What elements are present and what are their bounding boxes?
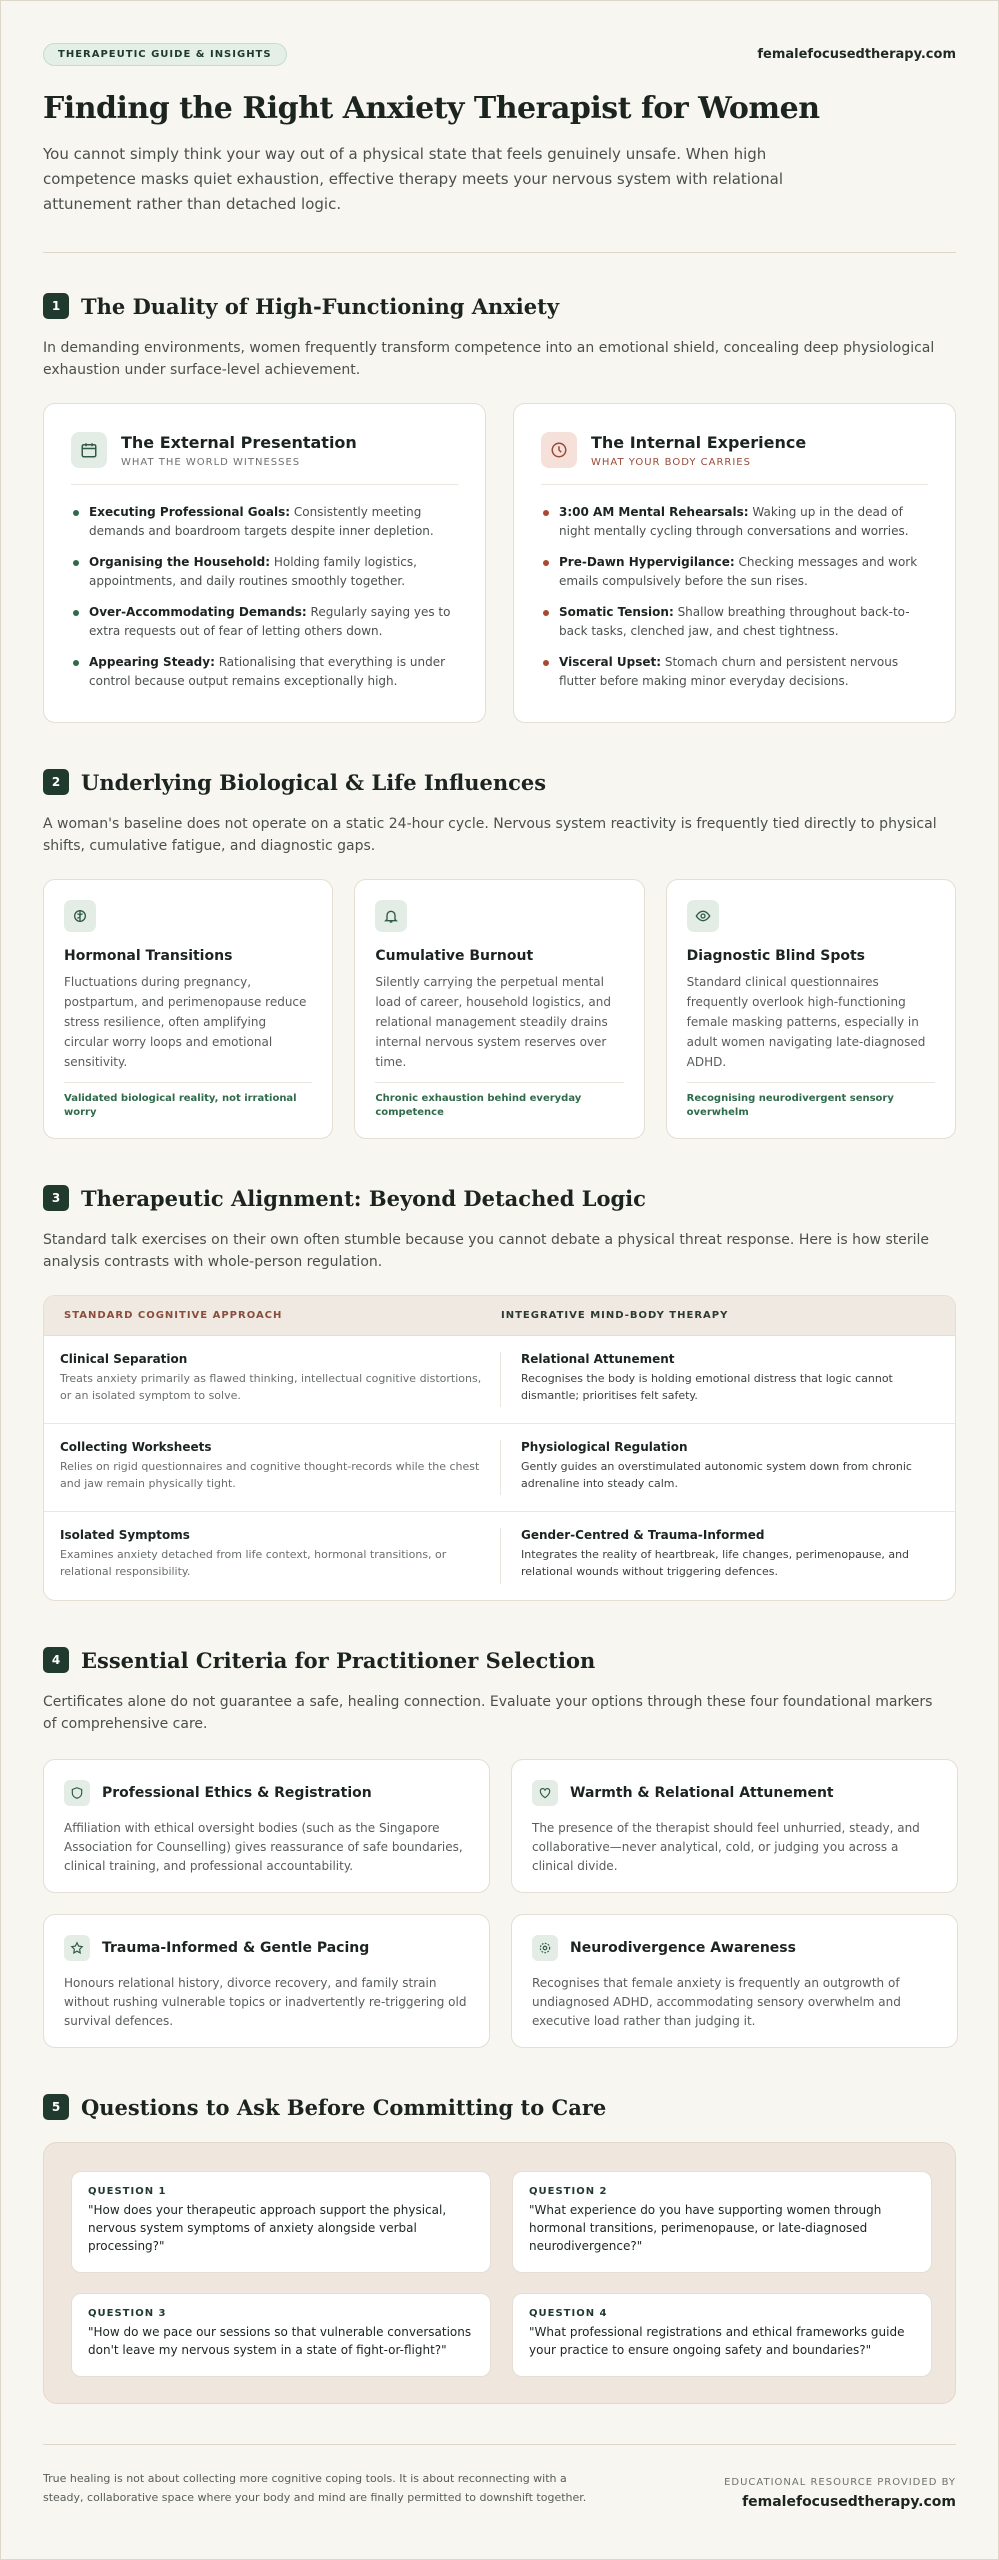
section-2-heading xyxy=(43,769,956,795)
section-number: 1 xyxy=(43,293,69,319)
guide-badge: THERAPEUTIC GUIDE & INSIGHTS xyxy=(43,43,287,66)
card-body: Standard clinical questionnaires frequently overlook high-functioning female masking patterns, especially in adult women navigating late-diagnosed ADHD. xyxy=(686,975,926,1069)
footer-divider xyxy=(43,2444,956,2445)
divider xyxy=(43,252,956,253)
influence-card xyxy=(43,879,333,1139)
cell-body: Integrates the reality of heartbreak, life changes, perimenopause, and relational wounds without triggering defences. xyxy=(521,1548,910,1578)
table-row xyxy=(44,1512,955,1600)
list-item: Organising the Household: Holding family logistics, appointments, and daily routines smoothly together. xyxy=(71,553,458,591)
footer-site-link[interactable]: femalefocusedtherapy.com xyxy=(742,2494,956,2510)
criteria-card xyxy=(511,1759,958,1893)
question-text: "What experience do you have supporting women through hormonal transitions, perimenopause, or late-diagnosed neurodivergence?" xyxy=(529,2203,882,2253)
cell-body: Gently guides an overstimulated autonomic system down from chronic adrenaline into steady calm. xyxy=(521,1460,912,1490)
comparison-table xyxy=(43,1295,956,1601)
table-header xyxy=(44,1296,955,1336)
question-card xyxy=(512,2293,932,2377)
star-icon xyxy=(64,1935,90,1961)
question-card xyxy=(71,2171,491,2273)
cell-title: Relational Attunement xyxy=(521,1352,675,1366)
card-title: The External Presentation xyxy=(121,432,357,452)
shield-icon xyxy=(64,1780,90,1806)
internal-experience-card xyxy=(513,403,956,723)
section-title: Underlying Biological & Life Influences xyxy=(81,769,547,795)
calendar-icon xyxy=(71,432,107,468)
section-description: In demanding environments, women frequently transform competence into an emotional shield, concealing deep physiological exhaustion under surface-level achievement. xyxy=(43,340,935,378)
question-card xyxy=(71,2293,491,2377)
card-title: Diagnostic Blind Spots xyxy=(686,948,866,964)
page-title: Finding the Right Anxiety Therapist for Women xyxy=(43,91,820,126)
card-title: Cumulative Burnout xyxy=(375,948,534,964)
external-list xyxy=(71,503,458,691)
column-header: STANDARD COGNITIVE APPROACH xyxy=(64,1310,283,1321)
criteria-card xyxy=(511,1914,958,2048)
list-item: Somatic Tension: Shallow breathing throughout back-to-back tasks, clenched jaw, and chest tightness. xyxy=(541,603,928,641)
table-row xyxy=(44,1336,955,1424)
question-text: "What professional registrations and ethical frameworks guide your practice to ensure ongoing safety and boundaries?" xyxy=(529,2325,905,2357)
question-label: QUESTION 4 xyxy=(529,2308,608,2319)
eye-icon xyxy=(687,900,719,932)
footer-text: True healing is not about collecting more cognitive coping tools. It is about reconnecting with a steady, collaborative space where your body and mind are finally permitted to downshift together. xyxy=(43,2472,587,2504)
card-footnote: Chronic exhaustion behind everyday competence xyxy=(375,1082,623,1120)
question-label: QUESTION 2 xyxy=(529,2186,608,2197)
card-subtitle: WHAT YOUR BODY CARRIES xyxy=(591,456,751,468)
brain-icon xyxy=(64,900,96,932)
section-3-heading xyxy=(43,1185,956,1211)
criteria-card xyxy=(43,1759,490,1893)
cell-body: Examines anxiety detached from life context, hormonal transitions, or relational responsibility. xyxy=(60,1548,447,1578)
card-body: Recognises that female anxiety is frequently an outgrowth of undiagnosed ADHD, accommodating sensory overwhelm and executive load rather than judging it. xyxy=(532,1976,901,2028)
card-subtitle: WHAT THE WORLD WITNESSES xyxy=(121,456,301,468)
section-1-heading xyxy=(43,293,956,319)
list-item: Pre-Dawn Hypervigilance: Checking messages and work emails compulsively before the sun rises. xyxy=(541,553,928,591)
section-description: Standard talk exercises on their own often stumble because you cannot debate a physical threat response. Here is how sterile analysis contrasts with whole-person regulation. xyxy=(43,1232,929,1270)
card-footnote: Recognising neurodivergent sensory overwhelm xyxy=(687,1082,935,1120)
cell-title: Physiological Regulation xyxy=(521,1440,688,1454)
section-number: 3 xyxy=(43,1185,69,1211)
section-description: A woman's baseline does not operate on a static 24-hour cycle. Nervous system reactivity is frequently tied directly to physical shifts, cumulative fatigue, and diagnostic gaps. xyxy=(43,816,937,854)
footer xyxy=(43,2469,956,2510)
column-header: INTEGRATIVE MIND-BODY THERAPY xyxy=(501,1310,729,1321)
cell-title: Gender-Centred & Trauma-Informed xyxy=(521,1528,765,1542)
site-name[interactable]: femalefocusedtherapy.com xyxy=(757,47,956,62)
card-body: Honours relational history, divorce recovery, and family strain without rushing vulnerable topics or inadvertently re-triggering old survival defences. xyxy=(64,1976,467,2028)
section-number: 4 xyxy=(43,1647,69,1673)
external-presentation-card xyxy=(43,403,486,723)
question-text: "How does your therapeutic approach support the physical, nervous system symptoms of anxiety alongside verbal processing?" xyxy=(88,2203,447,2253)
internal-list xyxy=(541,503,928,691)
gear-icon xyxy=(532,1935,558,1961)
cell-title: Isolated Symptoms xyxy=(60,1528,190,1542)
influence-card xyxy=(666,879,956,1139)
cell-body: Treats anxiety primarily as flawed thinking, intellectual cognitive distortions, or an isolated symptom to solve. xyxy=(60,1372,482,1402)
list-item: Appearing Steady: Rationalising that everything is under control because output remains exceptionally high. xyxy=(71,653,458,691)
cell-body: Recognises the body is holding emotional distress that logic cannot dismantle; prioritises felt safety. xyxy=(521,1372,893,1402)
card-title: Professional Ethics & Registration xyxy=(102,1785,372,1801)
question-label: QUESTION 1 xyxy=(88,2186,167,2197)
question-card xyxy=(512,2171,932,2273)
section-title: Therapeutic Alignment: Beyond Detached Logic xyxy=(81,1185,646,1211)
card-title: The Internal Experience xyxy=(591,432,807,452)
bell-icon xyxy=(375,900,407,932)
table-row xyxy=(44,1424,955,1512)
card-footnote: Validated biological reality, not irrational worry xyxy=(64,1082,312,1120)
section-title: Questions to Ask Before Committing to Care xyxy=(81,2094,607,2120)
footer-label: EDUCATIONAL RESOURCE PROVIDED BY xyxy=(724,2477,956,2488)
question-label: QUESTION 3 xyxy=(88,2308,167,2319)
card-title: Hormonal Transitions xyxy=(64,948,233,964)
list-item: Executing Professional Goals: Consistently meeting demands and boardroom targets despite inner depletion. xyxy=(71,503,458,541)
question-text: "How do we pace our sessions so that vulnerable conversations don't leave my nervous system in a state of fight-or-flight?" xyxy=(88,2325,472,2357)
section-description: Certificates alone do not guarantee a safe, healing connection. Evaluate your options through these four foundational markers of comprehensive care. xyxy=(43,1694,933,1732)
card-body: The presence of the therapist should feel unhurried, steady, and collaborative—never analytical, cold, or judging you across a clinical divide. xyxy=(532,1821,920,1873)
card-title: Neurodivergence Awareness xyxy=(570,1940,796,1956)
card-title: Warmth & Relational Attunement xyxy=(570,1785,834,1801)
section-number: 5 xyxy=(43,2094,69,2120)
list-item: 3:00 AM Mental Rehearsals: Waking up in the dead of night mentally cycling through conversations and worries. xyxy=(541,503,928,541)
section-number: 2 xyxy=(43,769,69,795)
card-body: Affiliation with ethical oversight bodies (such as the Singapore Association for Counselling) gives reassurance of safe boundaries, clinical training, and professional accountability. xyxy=(64,1821,463,1873)
influence-card xyxy=(354,879,644,1139)
section-4-heading xyxy=(43,1647,956,1673)
section-title: The Duality of High-Functioning Anxiety xyxy=(81,293,560,319)
clock-icon xyxy=(541,432,577,468)
list-item: Over-Accommodating Demands: Regularly saying yes to extra requests out of fear of letting others down. xyxy=(71,603,458,641)
section-5-heading xyxy=(43,2094,956,2120)
card-title: Trauma-Informed & Gentle Pacing xyxy=(102,1940,370,1956)
list-item: Visceral Upset: Stomach churn and persistent nervous flutter before making minor everyday decisions. xyxy=(541,653,928,691)
cell-body: Relies on rigid questionnaires and cognitive thought-records while the chest and jaw remain physically tight. xyxy=(60,1460,480,1490)
section-title: Essential Criteria for Practitioner Selection xyxy=(81,1647,596,1673)
heart-icon xyxy=(532,1780,558,1806)
cell-title: Clinical Separation xyxy=(60,1352,188,1366)
questions-panel xyxy=(43,2142,956,2404)
card-body: Silently carrying the perpetual mental load of career, household logistics, and relational management steadily drains internal nervous system reserves over time. xyxy=(375,975,611,1069)
cell-title: Collecting Worksheets xyxy=(60,1440,212,1454)
intro-text: You cannot simply think your way out of a physical state that feels genuinely unsafe. When high competence masks quiet exhaustion, effective therapy meets your nervous system with relational attunement rather than detached logic. xyxy=(43,145,784,213)
criteria-card xyxy=(43,1914,490,2048)
card-body: Fluctuations during pregnancy, postpartum, and perimenopause reduce stress resilience, often amplifying circular worry loops and emotional sensitivity. xyxy=(64,975,307,1069)
